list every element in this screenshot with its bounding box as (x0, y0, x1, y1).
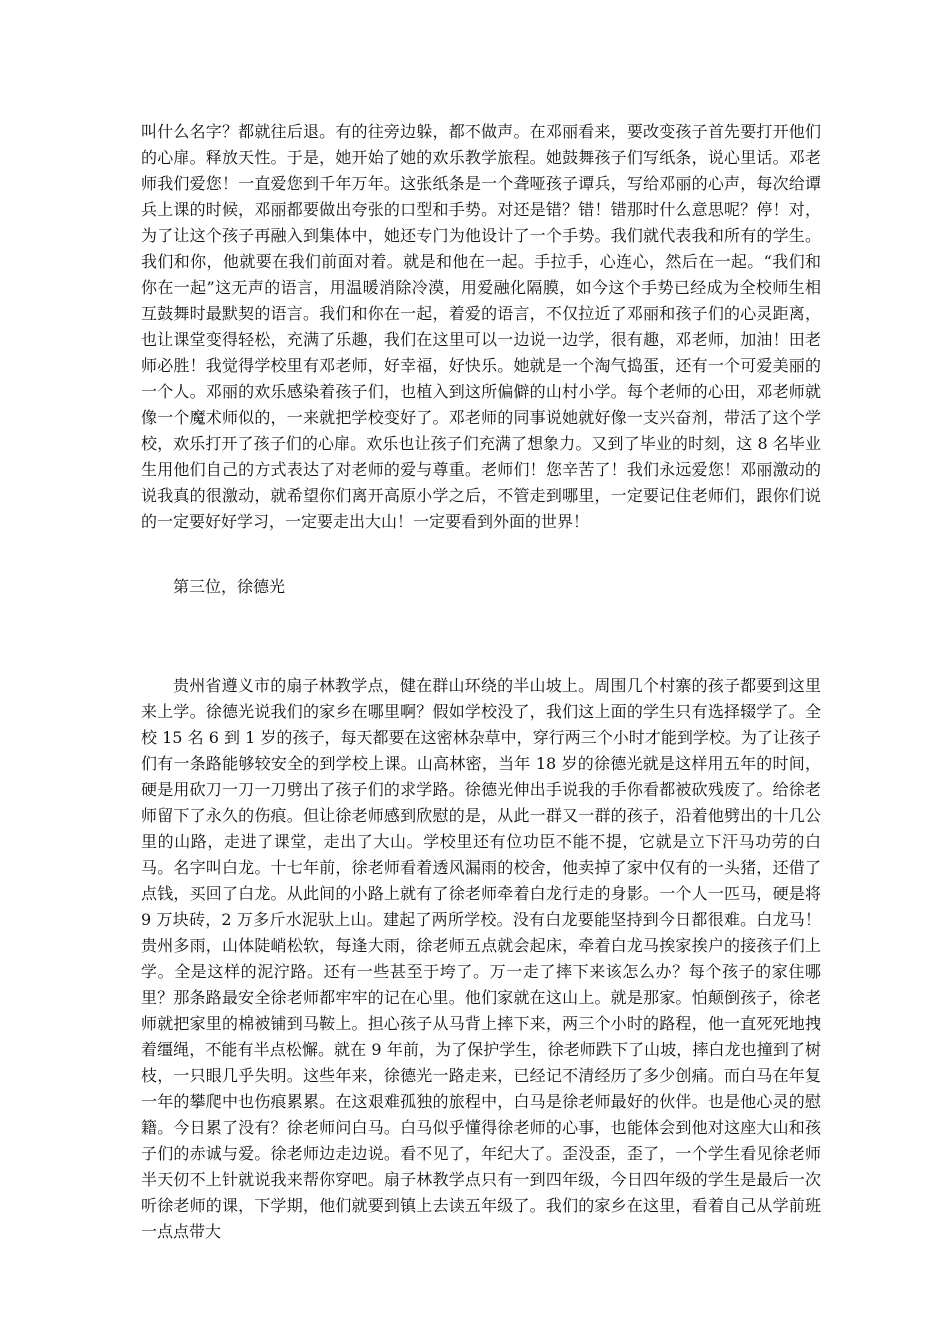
body-paragraph: 叫什么名字？都就往后退。有的往旁边躲，都不做声。在邓丽看来，要改变孩子首先要打开他们的心扉。释放天性。于是，她开始了她的欢乐教学旅程。她鼓舞孩子们写纸条，说心里话。邓老师我们爱您！一直爱您到千年万年。这张纸条是一个聋哑孩子谭兵，写给邓丽的心声，每次给谭兵上课的时候，邓丽都要做出夸张的口型和手势。对还是错？错！错那时什么意思呢？停！对，为了让这个孩子再融入到集体中，她还专门为他设计了一个手势。我们就代表我和所有的学生。我们和你，他就要在我们前面对着。就是和他在一起。手拉手，心连心，然后在一起。“我们和你在一起”这无声的语言，用温暖消除冷漠，用爱融化隔膜，如今这个手势已经成为全校师生相互鼓舞时最默契的语言。我们和你在一起，着爱的语言，不仅拉近了邓丽和孩子们的心灵距离，也让课堂变得轻松，充满了乐趣，我们在这里可以一边说一边学，很有趣，邓老师，加油！田老师必胜！我觉得学校里有邓老师，好幸福，好快乐。她就是一个淘气捣蛋，还有一个可爱美丽的一个人。邓丽的欢乐感染着孩子们，也植入到这所偏僻的山村小学。每个老师的心田，邓老师就像一个魔术师似的，一来就把学校变好了。邓老师的同事说她就好像一支兴奋剂，带活了这个学校，欢乐打开了孩子们的心扉。欢乐也让孩子们充满了想象力。又到了毕业的时刻，这 8 名毕业生用他们自己的方式表达了对老师的爱与尊重。老师们！您辛苦了！我们永远爱您！邓丽激动的说我真的很激动，就希望你们离开高原小学之后，不管走到哪里，一定要记住老师们，跟你们说的一定要好好学习，一定要走出大山！一定要看到外面的世界！ (141, 122, 821, 531)
section-heading: 第三位，徐德光 (173, 577, 286, 596)
body-paragraph: 贵州省遵义市的扇子林教学点，健在群山环绕的半山坡上。周围几个村寨的孩子都要到这里来上学。徐德光说我们的家乡在哪里啊？假如学校没了，我们这上面的学生只有选择辍学了。全校 15 名 6 到 1 岁的孩子，每天都要在这密林杂草中，穿行两三个小时才能到学校。为了让孩子们有一条路能够较安全的到学校上课。山高林密，当年 18 岁的徐德光就是这样用五年的时间，硬是用砍刀一刀一刀劈出了孩子们的求学路。徐德光伸出手说我的手你看都被砍残废了。给徐老师留下了永久的伤痕。但让徐老师感到欣慰的是，从此一群又一群的孩子，沿着他劈出的十几公里的山路，走进了课堂，走出了大山。学校里还有位功臣不能不提，它就是立下汗马功劳的白马。名字叫白龙。十七年前，徐老师看着透风漏雨的校舍，他卖掉了家中仅有的一头猪，还借了点钱，买回了白龙。从此间的小路上就有了徐老师牵着白龙行走的身影。一个人一匹马，硬是将 9 万块砖，2 万多斤水泥驮上山。建起了两所学校。没有白龙要能坚持到今日都很难。白龙马！贵州多雨，山体陡峭松软，每逢大雨，徐老师五点就会起床，牵着白龙马挨家挨户的接孩子们上学。全是这样的泥泞路。还有一些甚至于垮了。万一走了摔下来该怎么办？每个孩子的家住哪里？那条路最安全徐老师都牢牢的记在心里。他们家就在这山上。就是那家。怕颠倒孩子，徐老师就把家里的棉被铺到马鞍上。担心孩子从马背上摔下来，两三个小时的路程，他一直死死地拽着缰绳，不能有半点松懈。就在 9 年前，为了保护学生，徐老师跌下了山坡，摔白龙也撞到了树枝，一只眼几乎失明。这些年来，徐德光一路走来，已经记不清经历了多少创痛。而白马在年复一年的攀爬中也伤痕累累。在这艰难孤独的旅程中，白马是徐老师最好的伙伴。也是他心灵的慰籍。今日累了没有？徐老师问白马。白马似乎懂得徐老师的心事，也能体会到他对这座大山和孩子们的赤诚与爱。徐老师边走边说。看不见了，年纪大了。歪没歪，歪了，一个学生看见徐老师半天仞不上针就说我来帮你穿吧。扇子林教学点只有一到四年级，今日四年级的学生是最后一次听徐老师的课，下学期，他们就要到镇上去读五年级了。我们的家乡在这里，看着自己从学前班一点点带大 (141, 676, 821, 1241)
